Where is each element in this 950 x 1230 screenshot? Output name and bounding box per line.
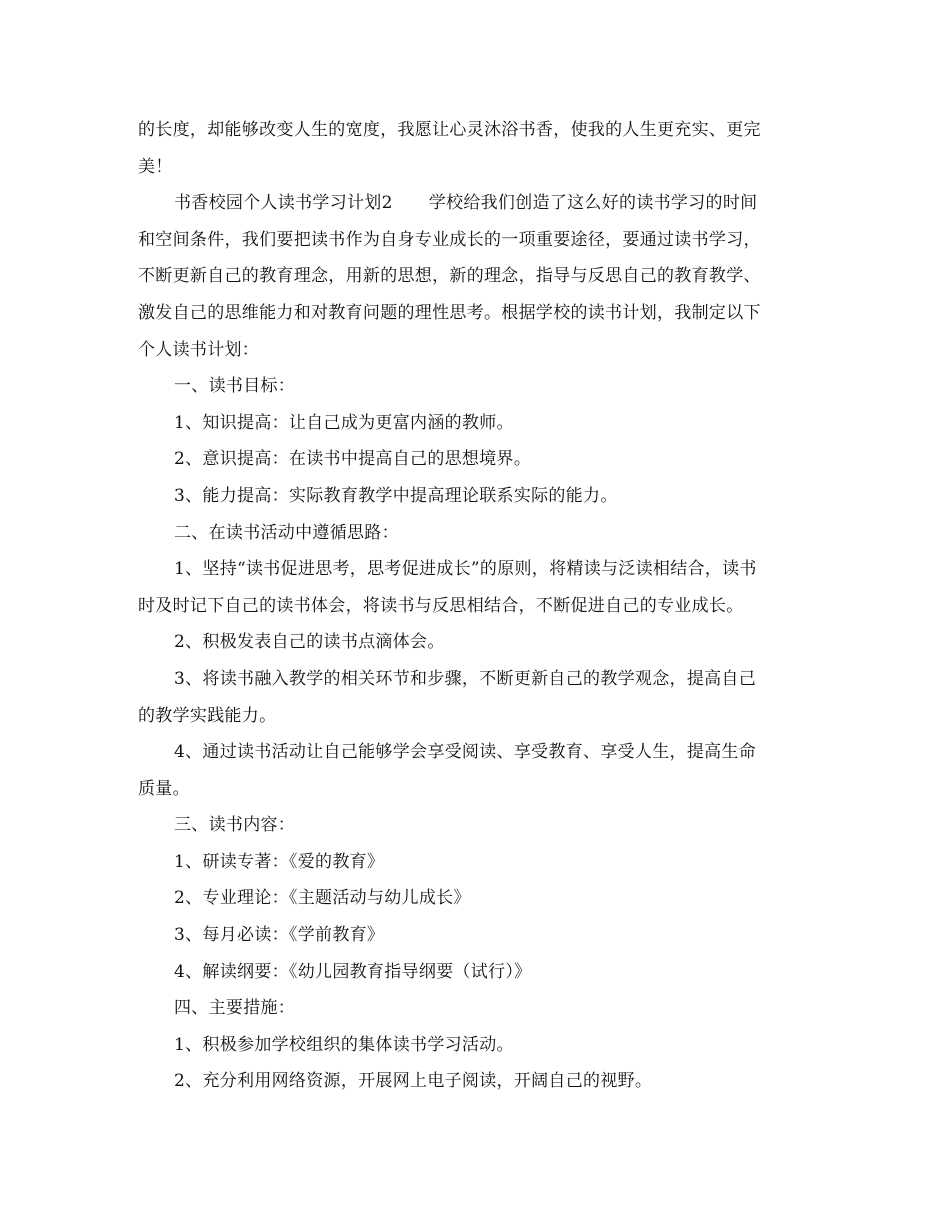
section-heading: 二、在读书活动中遵循思路： [174,522,399,543]
list-item: 4、通过读书活动让自己能够学会享受阅读、享受教育、享受人生，提高生命 [174,742,757,763]
list-item: 1、坚持“读书促进思考，思考促进成长”的原则，将精读与泛读相结合，读书 [174,559,757,580]
list-item: 3、将读书融入教学的相关环节和步骤，不断更新自己的教学观念，提高自己 [174,668,757,689]
paragraph-line: 美！ [138,156,173,177]
section-heading-line [138,185,810,222]
paragraph-line: 和空间条件，我们要把读书作为自身专业成长的一项重要途径，要通过读书学习， [138,229,761,250]
paragraph-text: 学校给我们创造了这么好的读书学习的时间 [428,193,758,214]
list-item: 2、积极发表自己的读书点滴体会。 [174,632,445,653]
list-item: 4、解读纲要：《幼儿园教育指导纲要（试行）》 [174,961,532,982]
section-heading: 三、读书内容： [174,815,296,836]
document-body [138,112,810,1100]
list-item: 2、充分利用网络资源，开展网上电子阅读，开阔自己的视野。 [174,1071,653,1092]
list-item: 2、专业理论：《主题活动与幼儿成长》 [174,888,471,909]
list-item-continuation: 时及时记下自己的读书体会，将读书与反思相结合，不断促进自己的专业成长。 [138,595,744,616]
list-item: 1、研读专著：《爱的教育》 [174,851,385,872]
paragraph-line: 激发自己的思维能力和对教育问题的理性思考。根据学校的读书计划，我制定以下 [138,302,761,323]
paragraph-line: 的长度，却能够改变人生的宽度，我愿让心灵沐浴书香，使我的人生更充实、更完 [138,120,761,140]
plan-title: 书香校园个人读书学习计划2 [174,193,393,214]
paragraph-line: 个人读书计划： [138,339,260,360]
section-heading: 四、主要措施： [174,998,296,1019]
paragraph-line: 不断更新自己的教育理念，用新的思想，新的理念，指导与反思自己的教育教学、 [138,266,761,287]
list-item: 3、每月必读：《学前教育》 [174,925,385,946]
list-item: 2、意识提高：在读书中提高自己的思想境界。 [174,449,532,470]
section-heading: 一、读书目标： [174,376,296,397]
list-item: 1、知识提高：让自己成为更富内涵的教师。 [174,412,514,433]
list-item-continuation: 质量。 [138,778,190,799]
list-item: 1、积极参加学校组织的集体读书学习活动。 [174,1034,514,1055]
list-item: 3、能力提高：实际教育教学中提高理论联系实际的能力。 [174,485,618,506]
list-item-continuation: 的教学实践能力。 [138,705,277,726]
